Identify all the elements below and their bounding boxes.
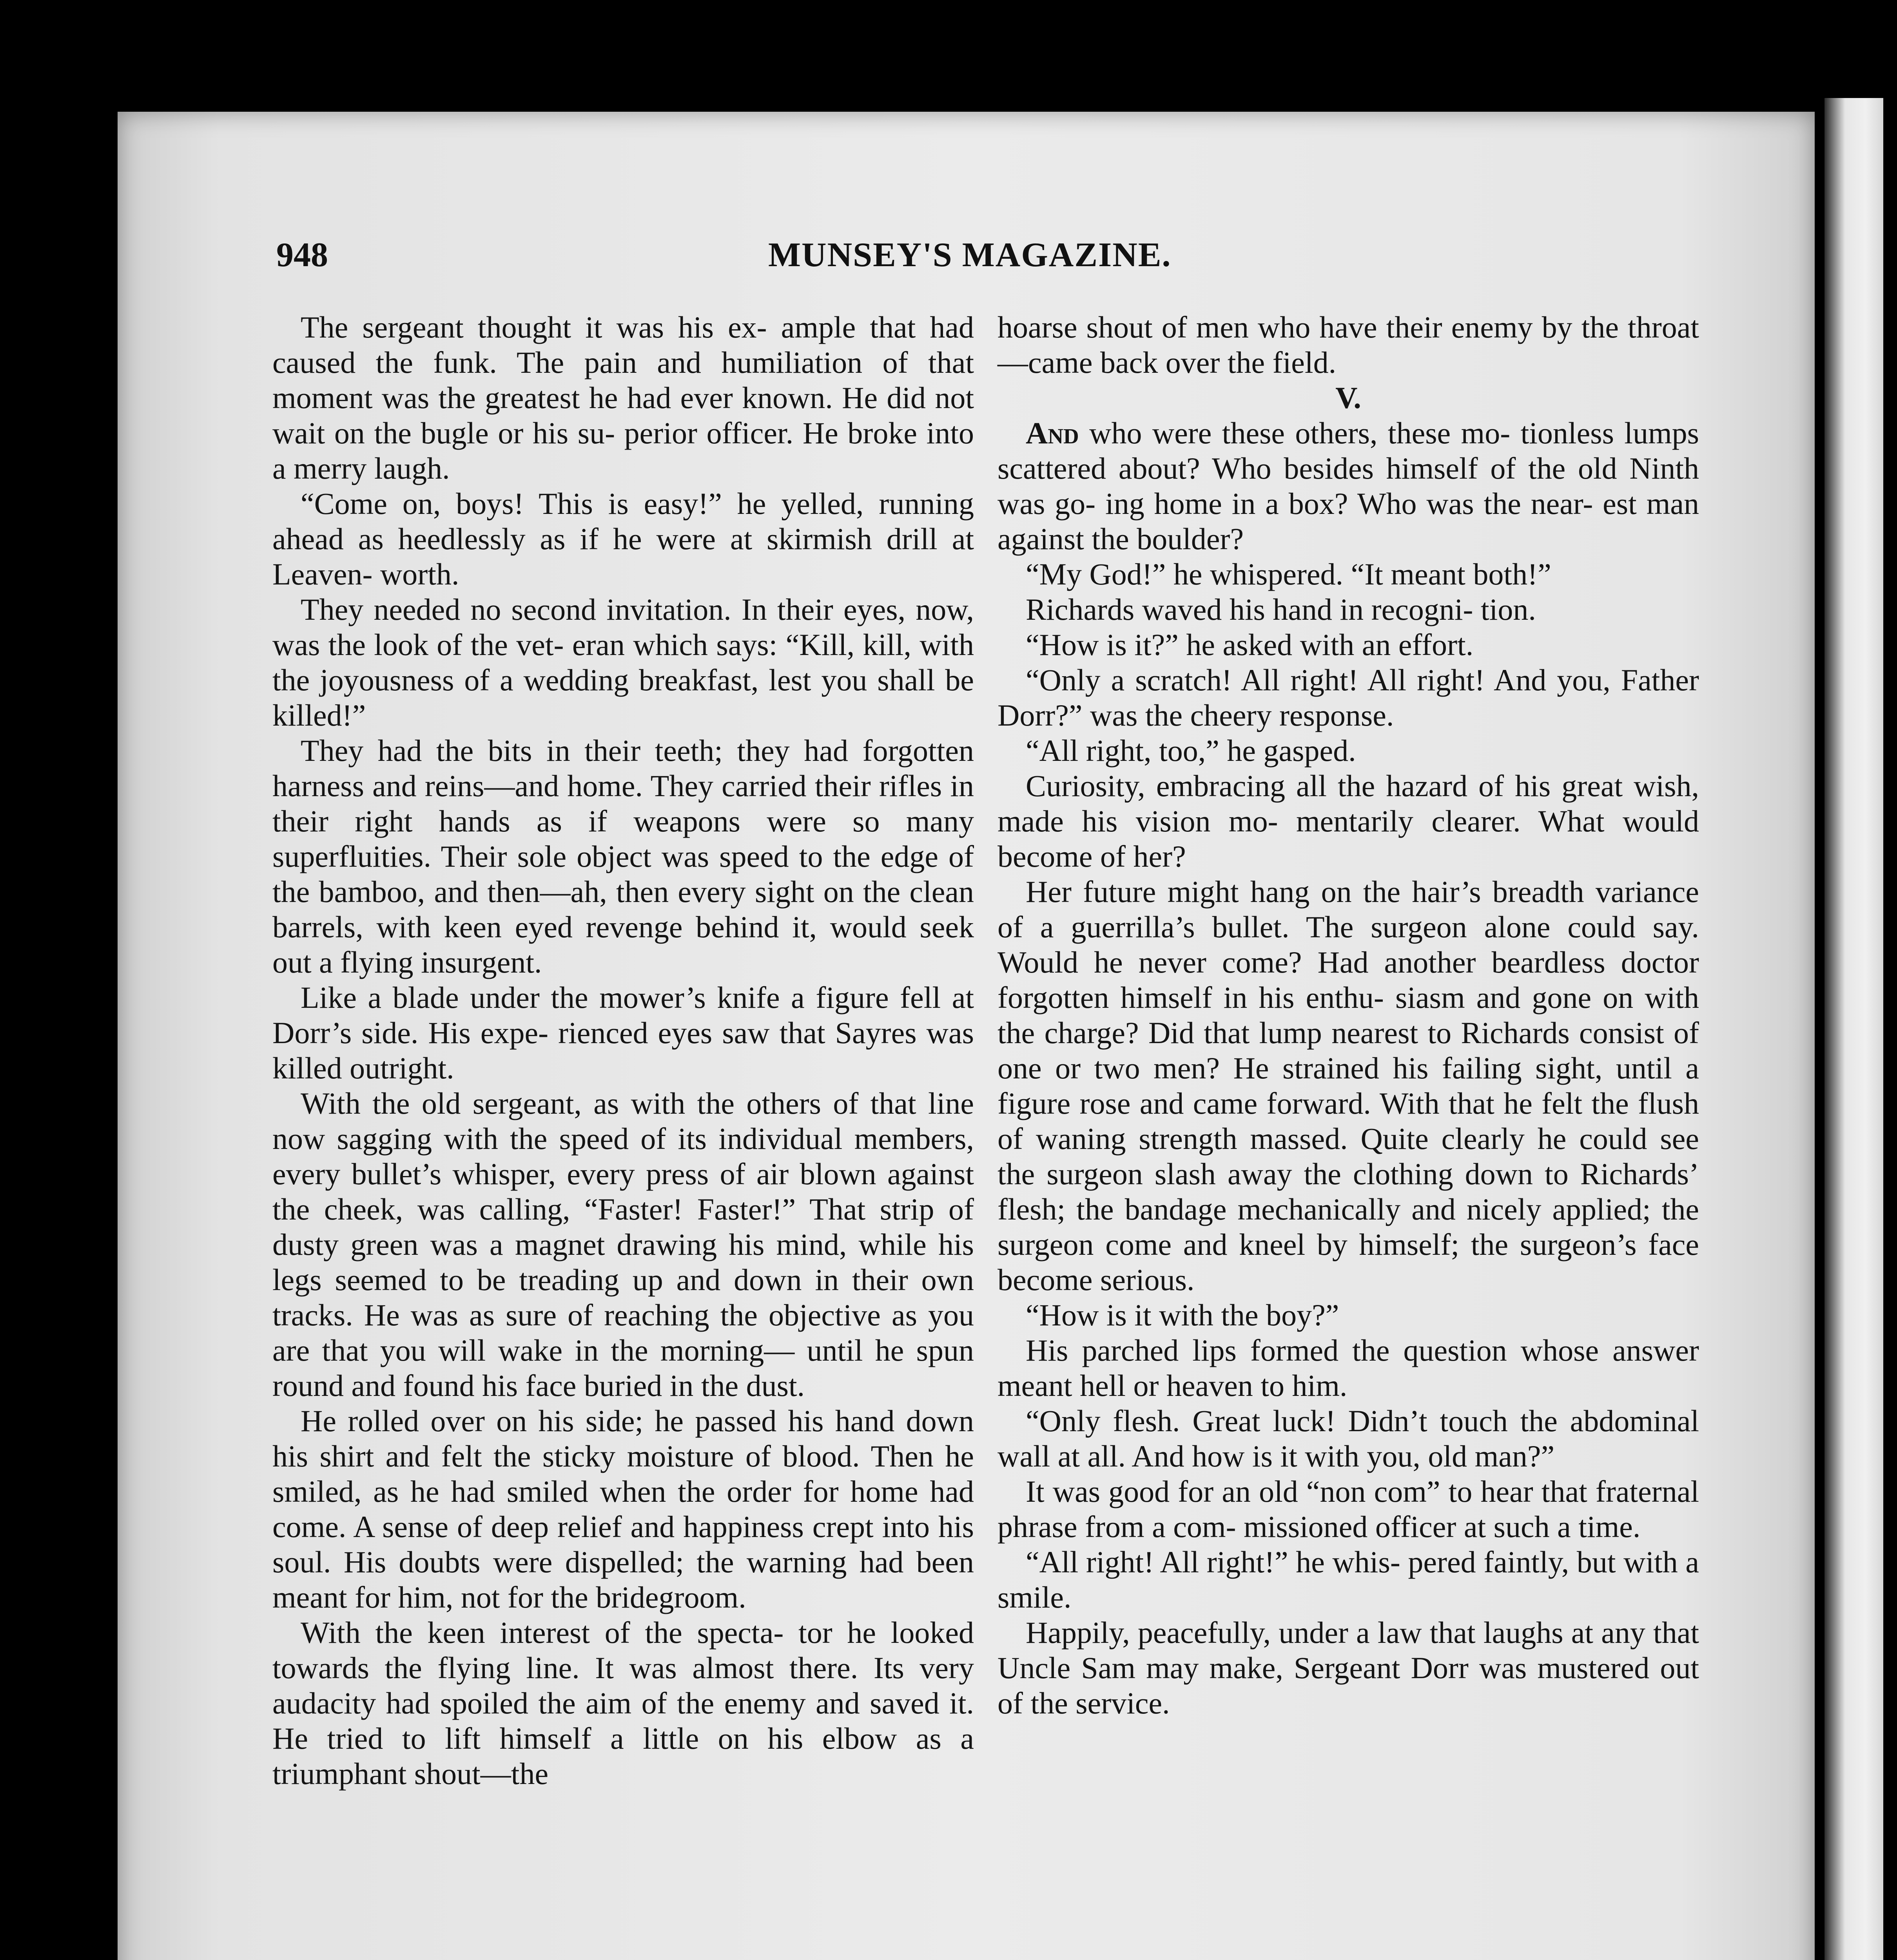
paragraph: “Only flesh. Great luck! Didn’t touch the abdominal wall at all. And how is it with you, old man?” [997, 1404, 1699, 1473]
paragraph: His parched lips formed the question whose answer meant hell or heaven to him. [997, 1333, 1699, 1403]
paragraph: They needed no second invitation. In their eyes, now, was the look of the vet- eran which says: “Kill, kill, with the joyousness of a wedding breakfast, lest you shall be killed!” [272, 592, 974, 732]
paragraph: “My God!” he whispered. “It meant both!” [1026, 557, 1551, 591]
paragraph: Curiosity, embracing all the hazard of his great wish, made his vision mo- mentarily clearer. What would become of her? [997, 769, 1699, 873]
section-number: V. [1335, 381, 1361, 415]
running-head: MUNSEY'S MAGAZINE. [768, 236, 1172, 274]
left-column [272, 310, 974, 1791]
paragraph: “How is it with the boy?” [1026, 1298, 1339, 1332]
paragraph: Like a blade under the mower’s knife a figure fell at Dorr’s side. His expe- rienced eyes saw that Sayres was killed outright. [272, 980, 974, 1085]
paragraph: “Only a scratch! All right! All right! And you, Father Dorr?” was the cheery response. [997, 663, 1699, 732]
paragraph: Happily, peacefully, under a law that laughs at any that Uncle Sam may make, Sergeant Dorr was mustered out of the service. [997, 1615, 1699, 1720]
paragraph: Her future might hang on the hair’s breadth variance of a guerrilla’s bullet. The surgeon alone could say. Would he never come? Had another beardless doctor forgotten himself in his enthu- siasm and gone on with the charge? Did that lump nearest to Richards consist of one or two men? He strained his failing sight, until a figure rose and came forward. With that he felt the flush of waning strength massed. Quite clearly he could see the surgeon slash away the clothing down to Richards’ flesh; the bandage mechanically and nicely applied; the surgeon come and kneel by himself; the surgeon’s face become serious. [997, 875, 1699, 1297]
paragraph: Richards waved his hand in recogni- tion. [1026, 592, 1536, 626]
paragraph: “All right, too,” he gasped. [1026, 733, 1356, 768]
right-column [997, 310, 1699, 1721]
opening-text: who were these others, these mo- tionless lumps scattered about? Who besides himself of the old Ninth was go- ing home in a box? Who was the near- est man against the boulder? [997, 416, 1699, 556]
paragraph: “How is it?” he asked with an effort. [1026, 628, 1474, 662]
facing-page-edge [1824, 98, 1883, 1960]
paragraph-continuation: hoarse shout of men who have their enemy by the throat—came back over the field. [997, 310, 1699, 379]
page-number: 948 [276, 236, 328, 274]
paragraph: They had the bits in their teeth; they had forgotten harness and reins—and home. They carried their rifles in their right hands as if weapons were so many superfluities. Their sole object was speed to the edge of the bamboo, and then—ah, then every sight on the clean barrels, with keen eyed revenge behind it, would seek out a flying insurgent. [272, 733, 974, 979]
paragraph: He rolled over on his side; he passed his hand down his shirt and felt the sticky moisture of blood. Then he smiled, as he had smiled when the order for home had come. A sense of deep relief and happiness crept into his soul. His doubts were dispelled; the warning had been meant for him, not for the bridegroom. [272, 1404, 974, 1614]
drop-word: And [1026, 416, 1079, 450]
section-opening-paragraph [997, 416, 1699, 557]
paragraph: With the old sergeant, as with the others of that line now sagging with the speed of its individual members, every bullet’s whisper, every press of air blown against the cheek, was calling, “Faster! Faster!” That strip of dusty green was a magnet drawing his mind, while his legs seemed to be treading up and down in their own tracks. He was as sure of reaching the objective as you are that you will wake in the morning— until he spun round and found his face buried in the dust. [272, 1086, 974, 1403]
paragraph: The sergeant thought it was his ex- ample that had caused the funk. The pain and humiliation of that moment was the greatest he had ever known. He did not wait on the bugle or his su- perior officer. He broke into a merry laugh. [272, 310, 974, 485]
paragraph: “All right! All right!” he whis- pered faintly, but with a smile. [997, 1545, 1699, 1614]
paragraph: With the keen interest of the specta- tor he looked towards the flying line. It was almost there. Its very audacity had spoiled the aim of the enemy and saved it. He tried to lift himself a little on his elbow as a triumphant shout—the [272, 1615, 974, 1791]
paragraph: “Come on, boys! This is easy!” he yelled, running ahead as heedlessly as if he were at skirmish drill at Leaven- worth. [272, 486, 974, 591]
paragraph: It was good for an old “non com” to hear that fraternal phrase from a com- missioned officer at such a time. [997, 1474, 1699, 1544]
